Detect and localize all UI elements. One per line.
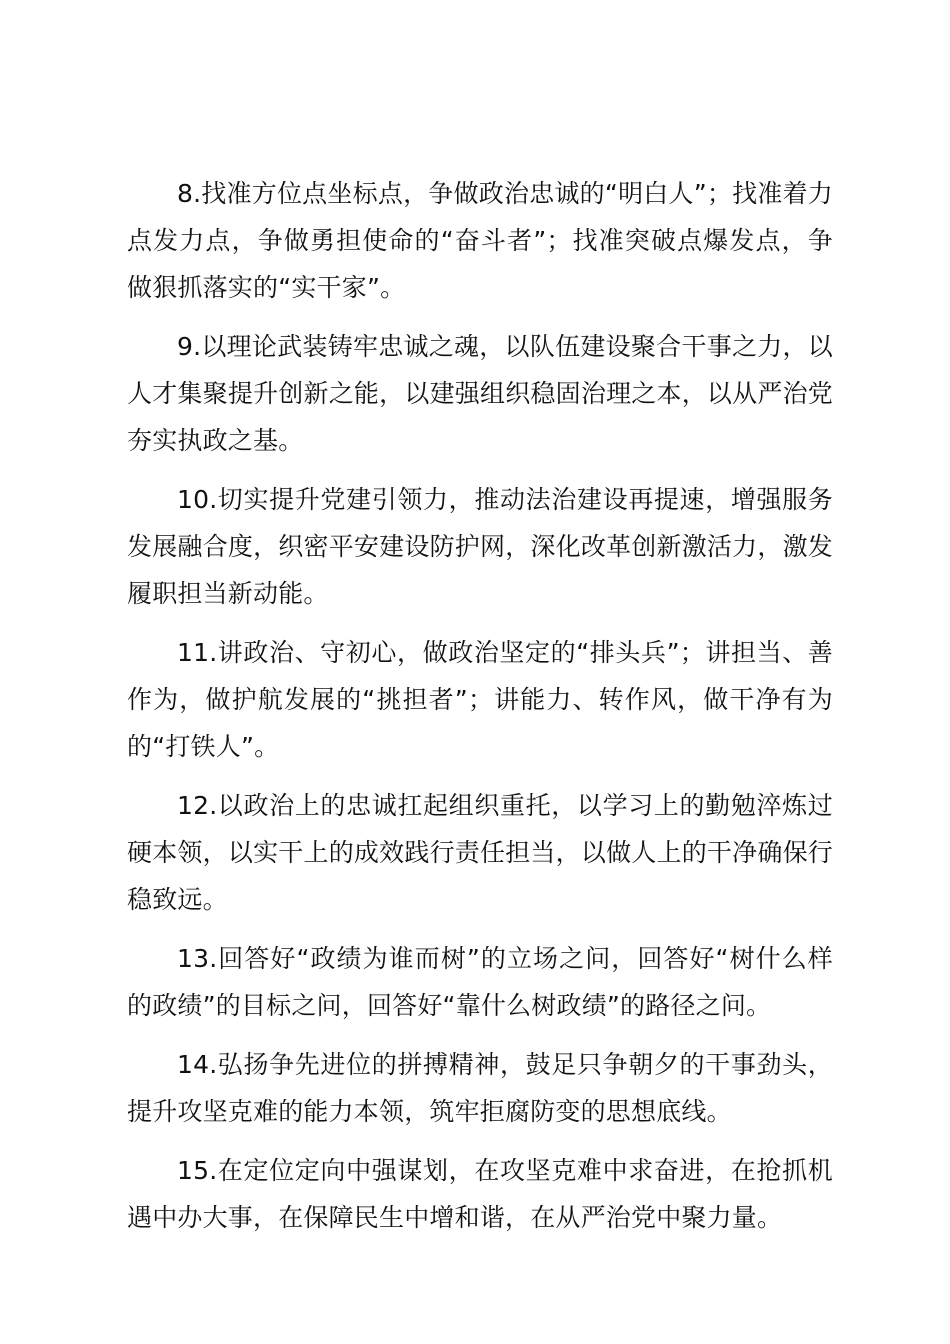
paragraph-8: 8.找准方位点坐标点，争做政治忠诚的“明白人”；找准着力点发力点，争做勇担使命的“奋斗者”；找准突破点爆发点，争做狠抓落实的“实干家”。	[127, 179, 833, 302]
paragraph-14: 14.弘扬争先进位的拼搏精神，鼓足只争朝夕的干事劲头，提升攻坚克难的能力本领，筑牢拒腐防变的思想底线。	[127, 1050, 833, 1126]
paragraph-10: 10.切实提升党建引领力，推动法治建设再提速，增强服务发展融合度，织密平安建设防护网，深化改革创新激活力，激发履职担当新动能。	[127, 485, 833, 608]
paragraph-12: 12.以政治上的忠诚扛起组织重托，以学习上的勤勉淬炼过硬本领，以实干上的成效践行责任担当，以做人上的干净确保行稳致远。	[127, 791, 833, 914]
document-body	[127, 170, 833, 1253]
paragraph-13: 13.回答好“政绩为谁而树”的立场之问，回答好“树什么样的政绩”的目标之问，回答好“靠什么树政绩”的路径之问。	[127, 944, 833, 1020]
paragraph-15: 15.在定位定向中强谋划，在攻坚克难中求奋进，在抢抓机遇中办大事，在保障民生中增和谐，在从严治党中聚力量。	[127, 1156, 833, 1232]
paragraph-9: 9.以理论武装铸牢忠诚之魂，以队伍建设聚合干事之力，以人才集聚提升创新之能，以建强组织稳固治理之本，以从严治党夯实执政之基。	[127, 332, 833, 455]
paragraph-11: 11.讲政治、守初心，做政治坚定的“排头兵”；讲担当、善作为，做护航发展的“挑担者”；讲能力、转作风，做干净有为的“打铁人”。	[127, 638, 833, 761]
